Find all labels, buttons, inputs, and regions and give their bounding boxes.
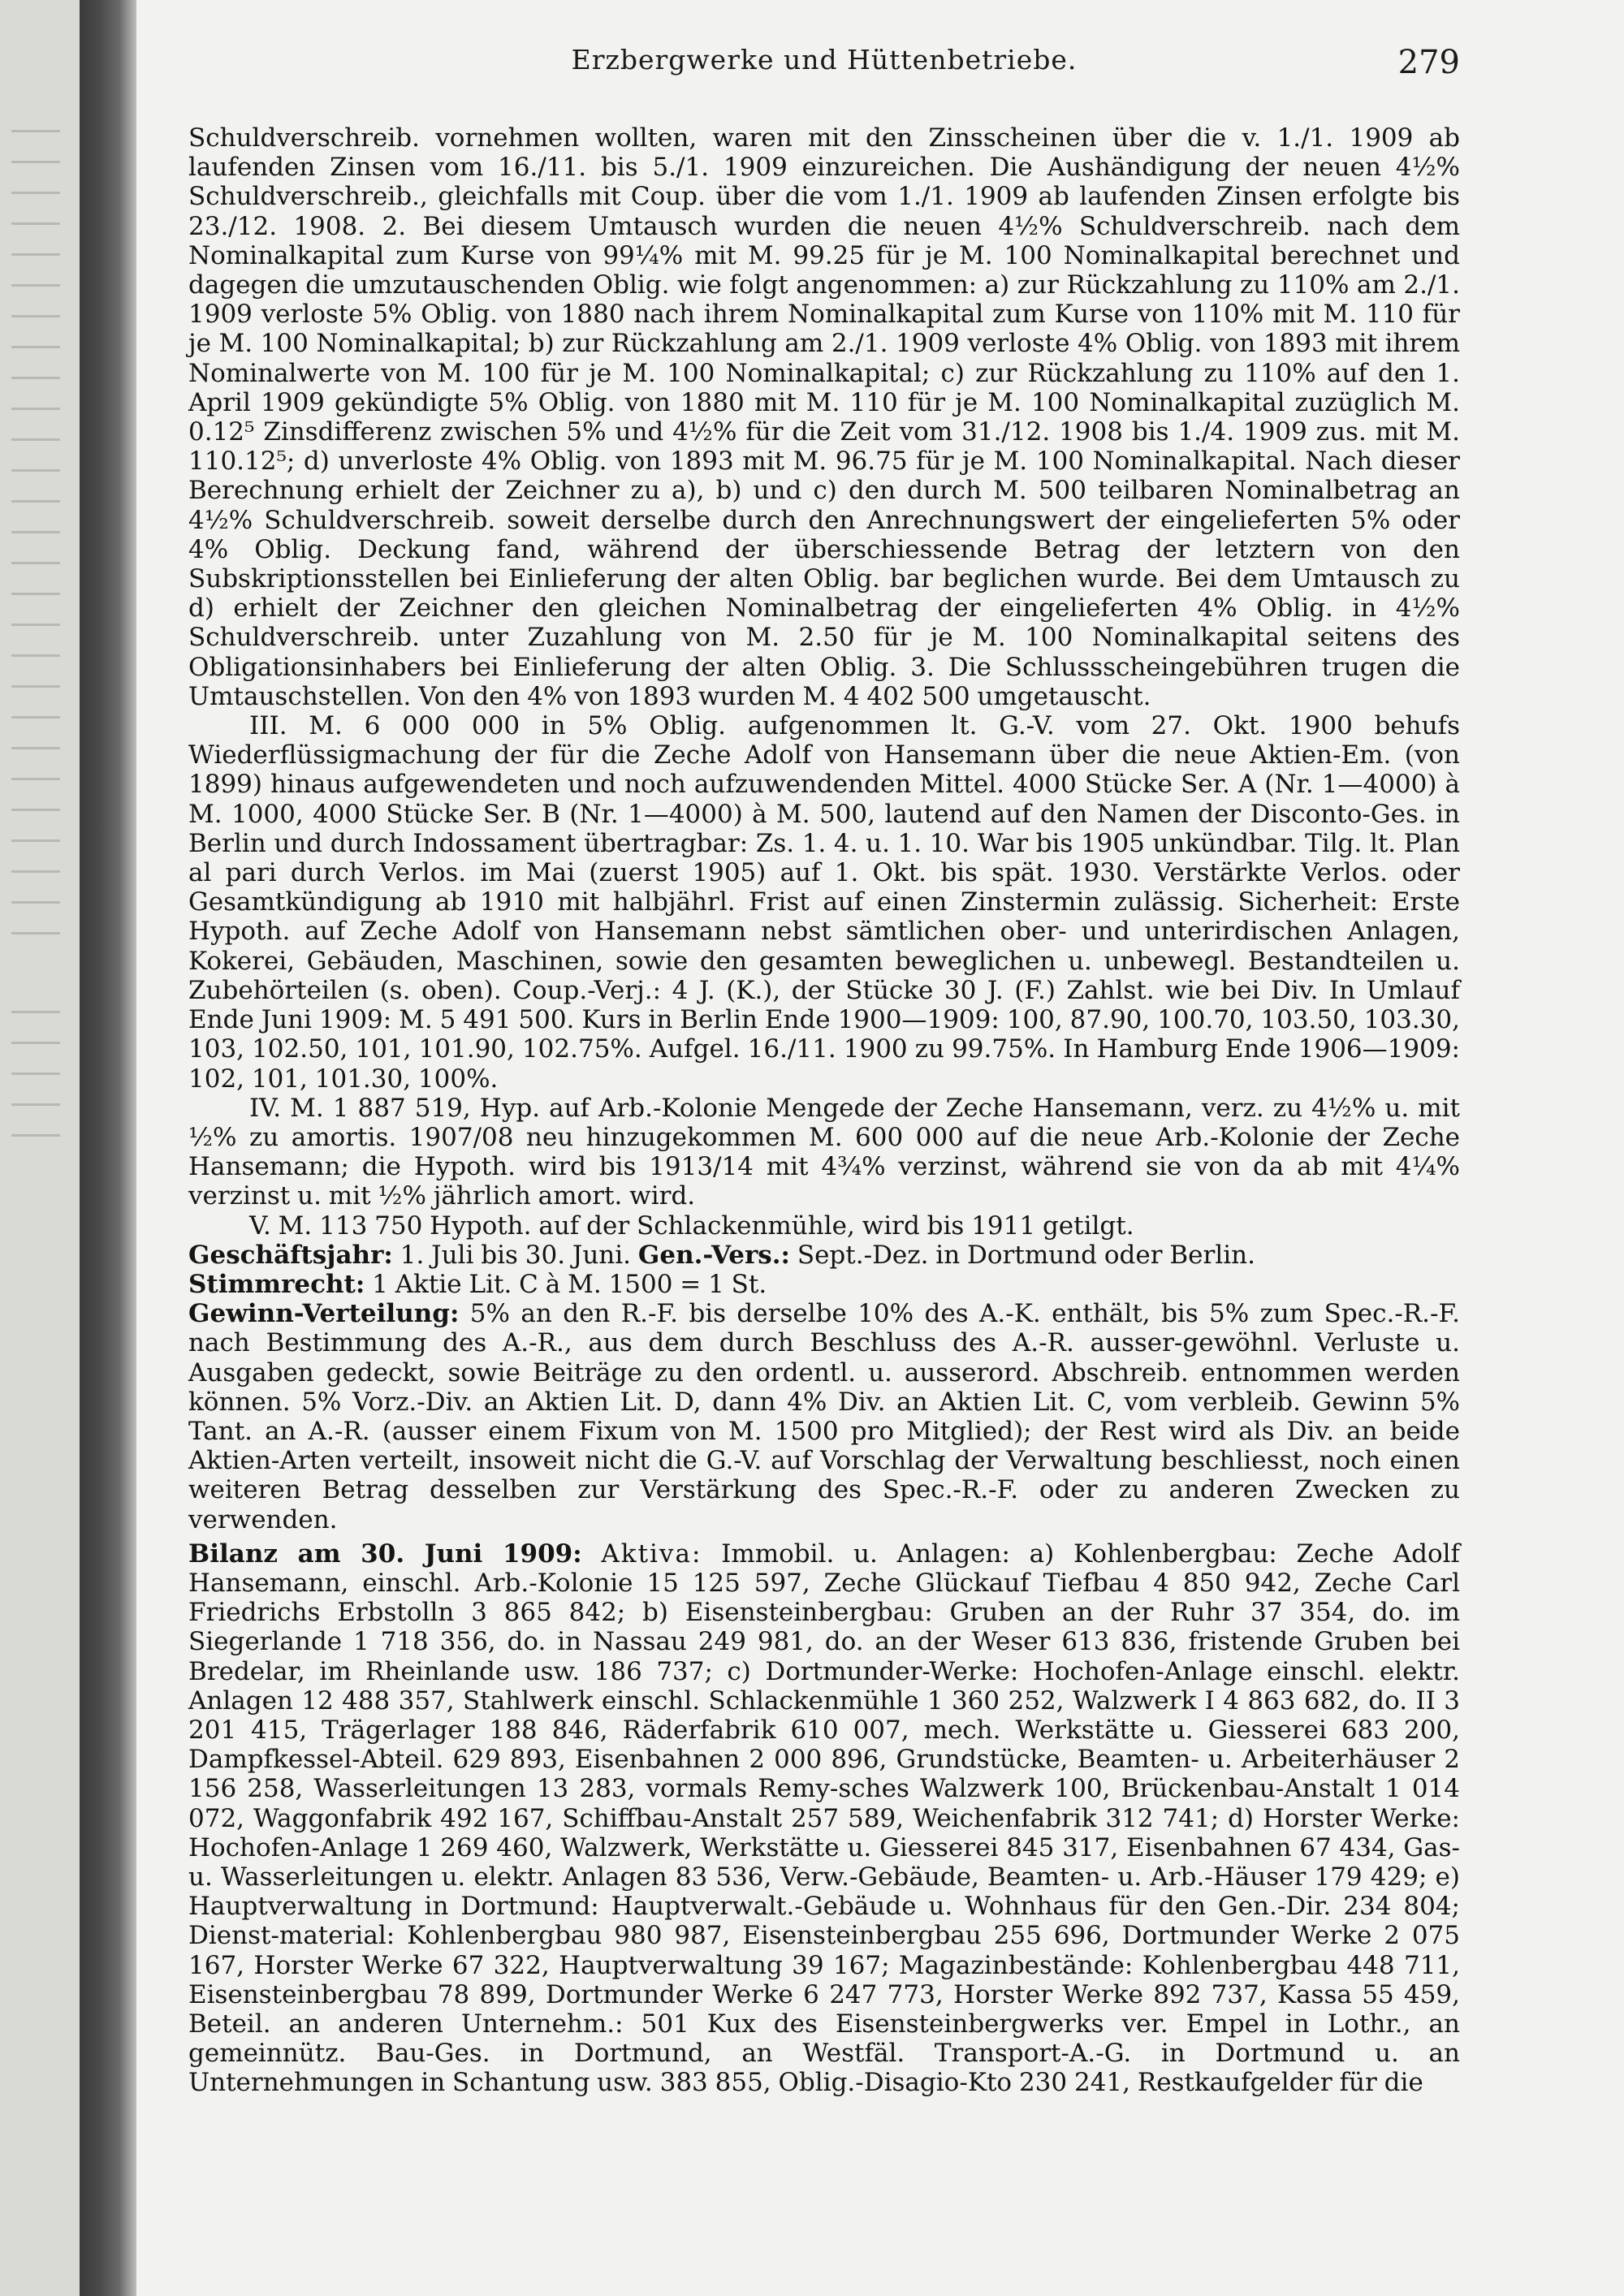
stimmrecht-text: 1 Aktie Lit. C à M. 1500 = 1 St. xyxy=(365,1269,767,1299)
page-header xyxy=(188,44,1460,89)
section-bilanz xyxy=(188,1539,1460,2098)
section-geschaeftsjahr xyxy=(188,1241,1460,1270)
geschaeftsjahr-label: Geschäftsjahr: xyxy=(188,1240,393,1270)
previous-page-edge xyxy=(0,0,81,2296)
bilanz-text: Immobil. u. Anlagen: a) Kohlenbergbau: Zeche Adolf Hansemann, einschl. Arb.-Kolonie 15 125 597, Zeche Glückauf Tiefbau 4 850 942, Zeche Carl Friedrichs Erbstolln 3 865 842; b) Eisensteinbergbau: Gruben an der Ruhr 37 354, do. im Siegerlande 1 718 356, do. in Nassau 249 981, do. an der Weser 613 836, fristende Gruben bei Bredelar, im Rheinlande usw. 186 737; c) Dortmunder-Werke: Hochofen-Anlage einschl. elektr. Anlagen 12 488 357, Stahlwerk einschl. Schlackenmühle 1 360 252, Walzwerk I 4 863 682, do. II 3 201 415, Trägerlager 188 846, Räderfabrik 610 007, mech. Werkstätte u. Giesserei 683 200, Dampfkessel-Abteil. 629 893, Eisenbahnen 2 000 896, Grundstücke, Beamten- u. Arbeiterhäuser 2 156 258, Wasserleitungen 13 283, vormals Remy-sches Walzwerk 100, Brückenbau-Anstalt 1 014 072, Waggonfabrik 492 167, Schiffbau-Anstalt 257 589, Weichenfabrik 312 741; d) Horster Werke: Hochofen-Anlage 1 269 460, Walzwerk, Werkstätte u. Giesserei 845 317, Eisenbahnen 67 434, Gas- u. Wasserleitungen u. elektr. Anlagen 83 536, Verw.-Gebäude, Beamten- u. Arb.-Häuser 179 429; e) Hauptverwaltung in Dortmund: Hauptverwalt.-Gebäude u. Wohnhaus für den Gen.-Dir. 234 804; Dienst-material: Kohlenbergbau 980 987, Eisensteinbergbau 255 696, Dortmunder Werke 2 075 167, Horster Werke 67 322, Hauptverwaltung 39 167; Magazinbestände: Kohlenbergbau 448 711, Eisensteinbergbau 78 899, Dortmunder Werke 6 247 773, Horster Werke 892 737, Kassa 55 459, Beteil. an anderen Unternehm.: 501 Kux des Eisensteinbergwerks ver. Empel in Lothr., an gemeinnütz. Bau-Ges. in Dortmund, an Westfäl. Transport-A.-G. in Dortmund u. an Unternehmungen in Schantung usw. 383 855, Oblig.-Disagio-Kto 230 241, Restkaufgelder für die xyxy=(188,1539,1461,2098)
book-gutter xyxy=(80,0,136,2296)
gewinn-verteilung-text: 5% an den R.-F. bis derselbe 10% des A.-K. enthält, bis 5% zum Spec.-R.-F. nach Bestimmung des A.-R., aus dem durch Beschluss des A.-R. ausser-gewöhnl. Verluste u. Ausgaben gedeckt, sowie Beiträge zu den ordentl. u. ausserord. Abschreib. entnommen werden können. 5% Vorz.-Div. an Aktien Lit. D, dann 4% Div. an Aktien Lit. C, vom verbleib. Gewinn 5% Tant. an A.-R. (ausser einem Fixum von M. 1500 pro Mitglied); der Rest wird als Div. an beide Aktien-Arten verteilt, insoweit nicht die G.-V. auf Vorschlag der Verwaltung beschliesst, noch einen weiteren Betrag desselben zur Verstärkung des Spec.-R.-F. oder zu anderen Zwecken zu verwenden. xyxy=(188,1299,1460,1534)
paragraph-anleihe-iii: III. M. 6 000 000 in 5% Oblig. aufgenommen lt. G.-V. vom 27. Okt. 1900 behufs Wiederflüssigmachung der für die Zeche Adolf von Hansemann über die neue Aktien-Em. (von 1899) hinaus aufgewendeten und noch aufzuwendenden Mittel. 4000 Stücke Ser. A (Nr. 1—4000) à M. 1000, 4000 Stücke Ser. B (Nr. 1—4000) à M. 500, lautend auf den Namen der Disconto-Ges. in Berlin und durch Indossament übertragbar: Zs. 1. 4. u. 1. 10. War bis 1905 unkündbar. Tilg. lt. Plan al pari durch Verlos. im Mai (zuerst 1905) auf 1. Okt. bis spät. 1930. Verstärkte Verlos. oder Gesamtkündigung ab 1910 mit halbjährl. Frist auf einen Zinstermin zulässig. Sicherheit: Erste Hypoth. auf Zeche Adolf von Hansemann nebst sämtlichen ober- und unterirdischen Anlagen, Kokerei, Gebäuden, Maschinen, sowie den gesamten beweglichen u. unbewegl. Bestandteilen u. Zubehörteilen (s. oben). Coup.-Verj.: 4 J. (K.), der Stücke 30 J. (F.) Zahlst. wie bei Div. In Umlauf Ende Juni 1909: M. 5 491 500. Kurs in Berlin Ende 1900—1909: 100, 87.90, 100.70, 103.50, 103.30, 103, 102.50, 101, 101.90, 102.75%. Aufgel. 16./11. 1900 zu 99.75%. In Hamburg Ende 1906—1909: 102, 101, 101.30, 100%. xyxy=(188,711,1460,1094)
page-body xyxy=(188,123,1460,2098)
gen-vers-text: Sept.-Dez. in Dortmund oder Berlin. xyxy=(790,1240,1255,1270)
paragraph-umtausch: Schuldverschreib. vornehmen wollten, waren mit den Zinsscheinen über die v. 1./1. 1909 ab laufenden Zinsen vom 16./11. bis 5./1. 1909 einzureichen. Die Aushändigung der neuen 4½% Schuldverschreib., gleichfalls mit Coup. über die vom 1./1. 1909 ab laufenden Zinsen erfolgte bis 23./12. 1908. 2. Bei diesem Umtausch wurden die neuen 4½% Schuldverschreib. nach dem Nominalkapital zum Kurse von 99¼% mit M. 99.25 für je M. 100 Nominalkapital berechnet und dagegen die umzutauschenden Oblig. wie folgt angenommen: a) zur Rückzahlung zu 110% am 2./1. 1909 verloste 5% Oblig. von 1880 nach ihrem Nominalkapital zum Kurse von 110% mit M. 110 für je M. 100 Nominalkapital; b) zur Rückzahlung am 2./1. 1909 verloste 4% Oblig. von 1893 mit ihrem Nominalwerte von M. 100 für je M. 100 Nominalkapital; c) zur Rückzahlung zu 110% auf den 1. April 1909 gekündigte 5% Oblig. von 1880 mit M. 110 für je M. 100 Nominalkapital zuzüglich M. 0.12⁵ Zinsdifferenz zwischen 5% und 4½% für die Zeit vom 31./12. 1908 bis 1./4. 1909 zus. mit M. 110.12⁵; d) unverloste 4% Oblig. von 1893 mit M. 96.75 für je M. 100 Nominalkapital. Nach dieser Berechnung erhielt der Zeichner zu a), b) und c) den durch M. 500 teilbaren Nominalbetrag an 4½% Schuldverschreib. soweit derselbe durch den Anrechnungswert der eingelieferten 5% oder 4% Oblig. Deckung fand, während der überschiessende Betrag der letztern von den Subskriptionsstellen bei Einlieferung der alten Oblig. bar beglichen wurde. Bei dem Umtausch zu d) erhielt der Zeichner den gleichen Nominalbetrag der eingelieferten 4% Oblig. in 4½% Schuldverschreib. unter Zuzahlung von M. 2.50 für je M. 100 Nominalkapital seitens des Obligationsinhabers bei Einlieferung der alten Oblig. 3. Die Schlussscheingebühren trugen die Umtauschstellen. Von den 4% von 1893 wurden M. 4 402 500 umgetauscht. xyxy=(188,123,1460,711)
bilanz-label: Bilanz am 30. Juni 1909: xyxy=(188,1539,582,1569)
gen-vers-label: Gen.-Vers.: xyxy=(637,1240,790,1270)
gewinn-verteilung-label: Gewinn-Verteilung: xyxy=(188,1299,460,1329)
running-title: Erzbergwerke und Hüttenbetriebe. xyxy=(571,44,1078,76)
stimmrecht-label: Stimmrecht: xyxy=(188,1269,365,1299)
section-gewinn-verteilung xyxy=(188,1299,1460,1534)
aktiva-label: Aktiva: xyxy=(601,1539,702,1569)
paragraph-hypothek-v: V. M. 113 750 Hypoth. auf der Schlackenmühle, wird bis 1911 getilgt. xyxy=(249,1211,1134,1241)
section-stimmrecht xyxy=(188,1270,1460,1299)
geschaeftsjahr-text: 1. Juli bis 30. Juni. xyxy=(392,1240,632,1270)
paragraph-hypothek-iv: IV. M. 1 887 519, Hyp. auf Arb.-Kolonie Mengede der Zeche Hansemann, verz. zu 4½% u. mit ½% zu amortis. 1907/08 neu hinzugekommen M. 600 000 auf die neue Arb.-Kolonie der Zeche Hansemann; die Hypoth. wird bis 1913/14 mit 4¾% verzinst, während sie von da ab mit 4¼% verzinst u. mit ½% jährlich amort. wird. xyxy=(188,1093,1460,1211)
page-number: 279 xyxy=(1397,44,1460,81)
